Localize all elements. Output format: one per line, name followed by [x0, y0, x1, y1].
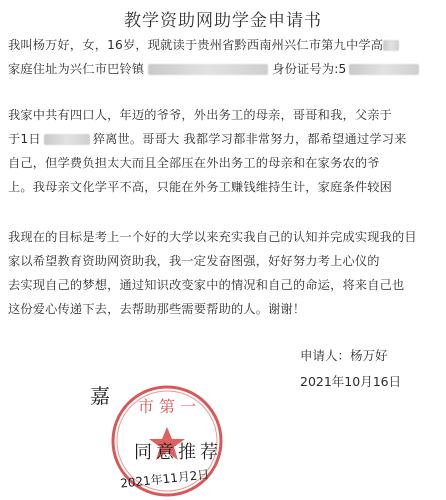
approval-date: 2021年11月2日: [119, 467, 210, 491]
text-line-part: 猝离世。哥哥大 我都学习都非常努力，都希望通过学习来: [92, 132, 407, 146]
seal-text: 市 第 一: [137, 397, 197, 416]
text-line: [8, 36, 399, 53]
text-line: [8, 154, 380, 171]
text-line: [8, 252, 380, 269]
approval-signature: 同意推荐: [134, 442, 222, 463]
text-line: [8, 178, 392, 195]
text-line-part: 家以希望教育资助网资助我，我一定发奋图强，好好努力考上心仪的: [8, 254, 380, 268]
text-line-part: 这份爱心传递下去，去帮助那些需要帮助的人。谢谢！: [8, 302, 306, 316]
text-line-part: 去实现自己的梦想，通过知识改变家中的情况和自己的命运，将来自己也: [8, 278, 405, 292]
text-line-part: 我现在的目标是考上一个好的大学以来充实我自己的认知并完成实现我的目: [8, 230, 417, 244]
approval-area: [90, 380, 310, 500]
redaction-block: [44, 134, 90, 145]
text-line-part: 于1日: [8, 132, 41, 146]
text-line: [8, 60, 419, 77]
text-line-part: 我家中共有四口人，年迈的爷爷，外出务工的母亲，哥哥和我，父亲于: [8, 108, 393, 122]
text-line: [8, 228, 417, 245]
text-line-part: 上。我母亲文化学平不高，只能在外务工赚钱维持生计，家庭条件较困: [8, 180, 393, 194]
approval-mark: 嘉: [90, 384, 110, 408]
redaction-block: [349, 64, 419, 75]
applicant-signature: 申请人：杨万好: [300, 348, 388, 363]
letter-title: 教学资助网助学金申请书: [124, 11, 322, 31]
text-line-part: 家庭住址为兴仁市巴铃镇: [8, 62, 145, 76]
applicant-date: 2021年10月16日: [300, 374, 402, 389]
redaction-block: [148, 64, 268, 75]
text-line: [8, 106, 392, 123]
text-line-part: 自己，但学费负担太大而且全部压在外出务工的母亲和在家务农的爷: [8, 156, 380, 170]
text-line: [8, 130, 407, 147]
text-line-part: 身份证号为:5: [272, 62, 347, 76]
redaction-block: [383, 40, 399, 51]
text-line: [8, 276, 404, 293]
text-line-part: 我叫杨万好，女，16岁，现就读于贵州省黔西南州兴仁市第九中学高: [8, 38, 384, 52]
text-line: [8, 300, 305, 317]
